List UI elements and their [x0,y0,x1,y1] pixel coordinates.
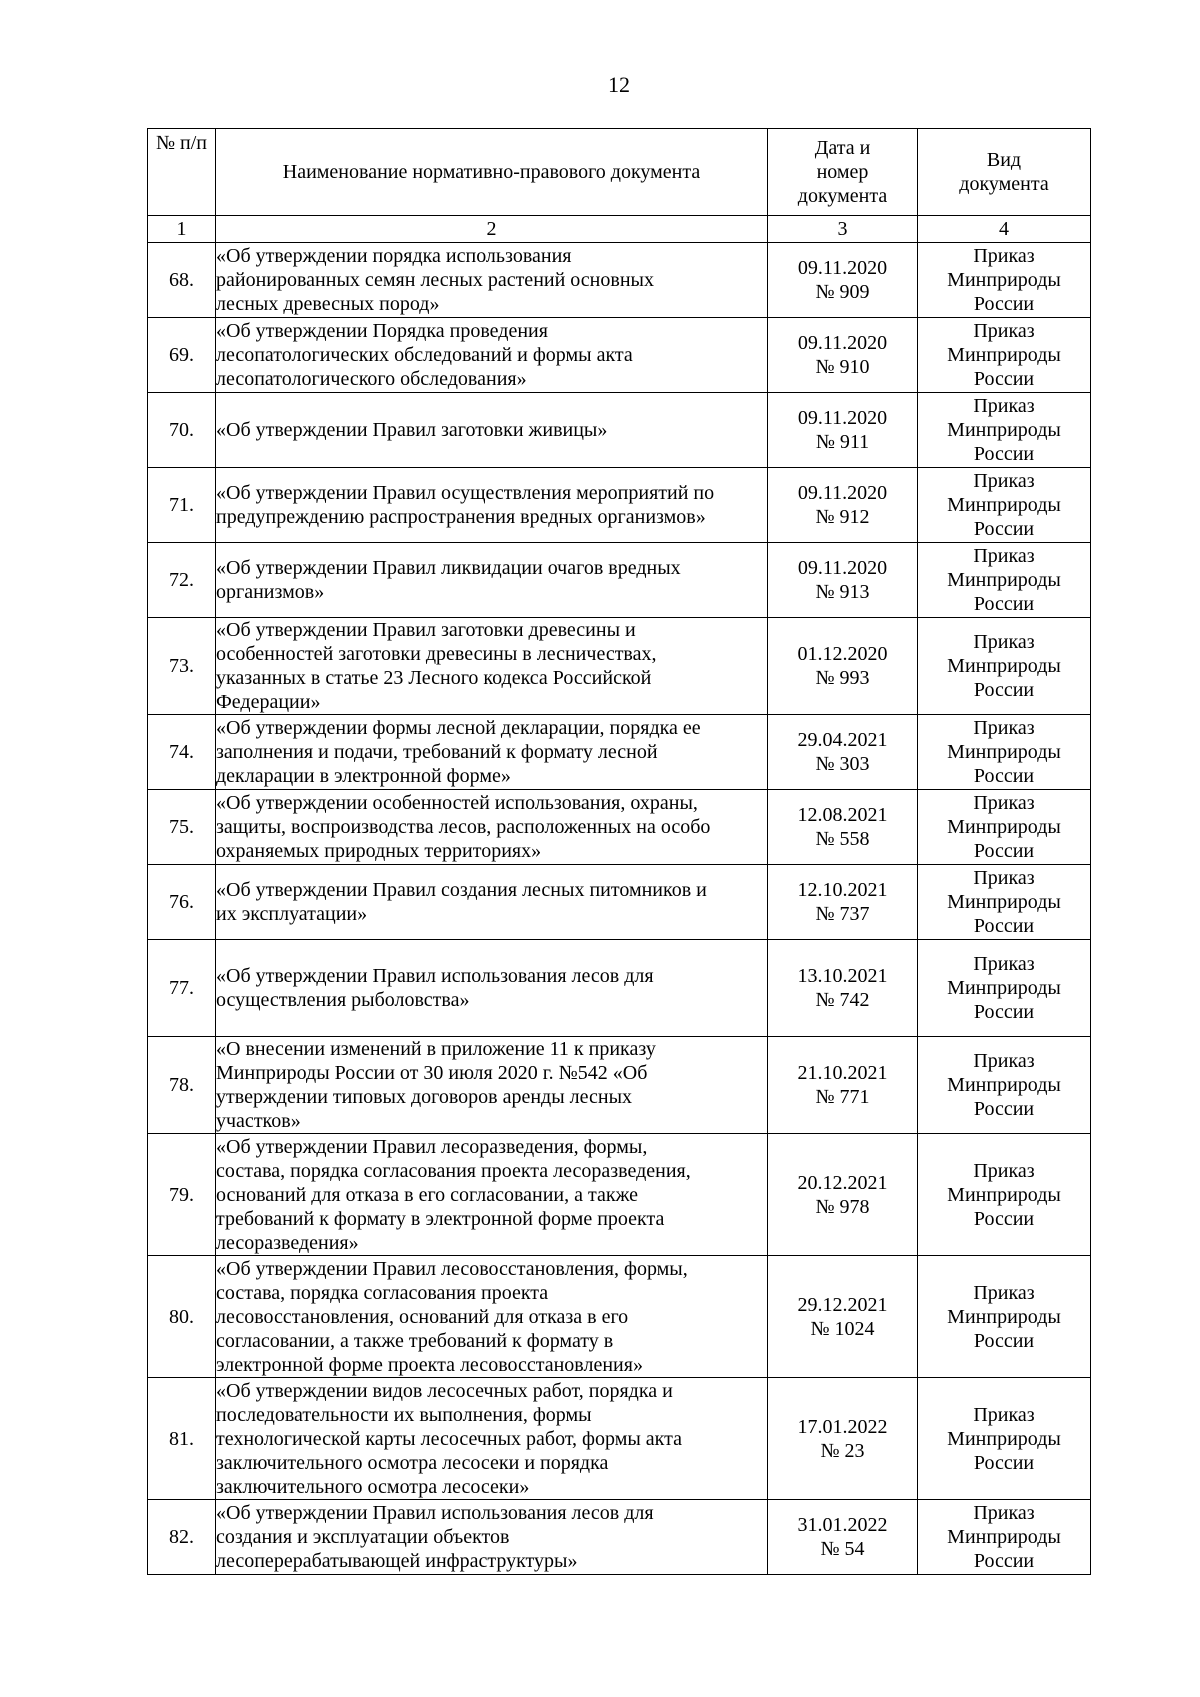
document-number: № 303 [815,753,870,775]
table-row [148,715,1091,790]
document-number: № 54 [820,1538,865,1560]
row-number: 68. [148,243,216,318]
document-name-line: состава, порядка согласования проекта лесоразведения, [216,1159,691,1182]
document-kind-line: Приказ [973,1502,1035,1524]
row-number: 79. [148,1134,216,1256]
document-kind-line: Приказ [973,1050,1035,1072]
document-kind [918,468,1091,543]
table-row [148,318,1091,393]
document-name-line: утверждении типовых договоров аренды лесных [216,1086,633,1108]
document-kind-line: Приказ [973,545,1035,567]
document-name-line: декларации в электронной форме» [216,765,511,787]
document-kind-line: Минприроды [947,494,1061,516]
document-name-line: оснований для отказа в его согласовании, а также [216,1183,639,1206]
document-date: 09.11.2020 [797,482,888,504]
document-date: 13.10.2021 [797,965,888,987]
document-number: № 993 [815,667,870,689]
document-name [216,318,768,393]
document-name-line: «Об утверждении формы лесной декларации, порядка ее [216,717,701,739]
document-name-line: «Об утверждении порядка использования [216,245,572,267]
document-kind-line: России [973,915,1035,937]
document-kind-line: Приказ [973,792,1035,814]
row-number: 71. [148,468,216,543]
table-row [148,865,1091,940]
document-number: № 910 [815,356,870,378]
table-row [148,940,1091,1037]
document-name-line: электронной форме проекта лесовосстановления» [216,1353,643,1376]
row-number: 73. [148,618,216,715]
document-date-number [768,1256,918,1378]
document-date-number [768,1037,918,1134]
document-kind-line: Минприроды [947,655,1061,677]
document-date: 09.11.2020 [797,332,888,354]
document-name [216,1256,768,1378]
document-kind-line: Минприроды [947,569,1061,591]
document-kind-line: России [973,443,1035,465]
document-kind-line: Приказ [973,1159,1035,1182]
document-name-line: технологической карты лесосечных работ, формы акта [216,1427,682,1450]
document-name-line: «Об утверждении Правил лесовосстановления, формы, [216,1257,688,1280]
document-date-number [768,543,918,618]
table-row [148,618,1091,715]
row-number: 72. [148,543,216,618]
document-name-line: Минприроды России от 30 июля 2020 г. №542 «Об [216,1062,648,1084]
page-number: 12 [608,72,630,97]
document-name-line: «Об утверждении Правил ликвидации очагов вредных [216,557,681,579]
document-name-line: лесоперерабатывающей инфраструктуры» [216,1550,578,1572]
document-name-line: лесных древесных пород» [216,293,440,315]
document-kind [918,715,1091,790]
document-kind-line: России [973,1329,1035,1352]
document-name-line: охраняемых природных территориях» [216,840,542,862]
document-kind [918,1037,1091,1134]
row-number: 80. [148,1256,216,1378]
document-number: № 737 [815,903,870,925]
table-row [148,1378,1091,1500]
document-date-number [768,1378,918,1500]
document-kind-line: России [973,840,1035,862]
document-kind [918,940,1091,1037]
document-name-line: последовательности их выполнения, формы [216,1403,592,1426]
document-date-number [768,468,918,543]
document-name-line: «Об утверждении Правил осуществления мероприятий по [216,482,715,504]
document-kind-line: Приказ [973,395,1035,417]
document-name [216,1037,768,1134]
row-number: 78. [148,1037,216,1134]
document-kind-line: России [973,1550,1035,1572]
document-kind-line: Минприроды [947,1183,1061,1206]
table-header-row [148,129,1091,216]
document-kind [918,1500,1091,1575]
document-date: 12.08.2021 [797,804,888,826]
header-date-line: номер [816,161,869,183]
document-kind [918,318,1091,393]
document-kind-line: Приказ [973,1403,1035,1426]
document-date: 20.12.2021 [797,1171,888,1194]
document-date-number [768,1134,918,1256]
header-kind-line: Вид [986,149,1022,171]
header-date-line: документа [797,185,888,207]
document-kind-line: Минприроды [947,1427,1061,1450]
document-kind [918,393,1091,468]
document-kind [918,865,1091,940]
document-number: № 771 [815,1086,870,1108]
document-kind [918,1134,1091,1256]
table-row [148,243,1091,318]
document-number: № 1024 [810,1317,875,1340]
document-kind-line: России [973,1098,1035,1120]
document-kind-line: России [973,765,1035,787]
column-number: 1 [148,216,216,243]
table-row [148,543,1091,618]
document-kind-line: Минприроды [947,1074,1061,1096]
document-name-line: «Об утверждении Правил заготовки древесины и [216,619,636,641]
document-name-line: районированных семян лесных растений основных [216,269,654,291]
document-kind-line: России [973,1001,1035,1023]
document-name-line: требований к формату в электронной форме проекта [216,1207,665,1230]
document-kind-line: Минприроды [947,741,1061,763]
document-name-line: «Об утверждении Правил заготовки живицы» [216,419,608,441]
document-name-line: организмов» [216,581,325,603]
table-row [148,1256,1091,1378]
document-number: № 558 [815,828,870,850]
document-number: № 978 [815,1195,870,1218]
document-number: № 911 [815,431,870,453]
document-name [216,543,768,618]
document-kind-line: России [973,679,1035,701]
document-date-number [768,618,918,715]
document-kind-line: Приказ [973,631,1035,653]
document-date: 31.01.2022 [797,1514,888,1536]
column-number-row [148,216,1091,243]
document-date-number [768,790,918,865]
document-kind-line: Минприроды [947,344,1061,366]
row-number: 82. [148,1500,216,1575]
document-name-line: «Об утверждении Порядка проведения [216,320,548,342]
document-name-line: «Об утверждении Правил использования лесов для [216,965,654,987]
document-number: № 23 [820,1439,865,1462]
document-kind-line: Минприроды [947,1305,1061,1328]
document-kind-line: Минприроды [947,891,1061,913]
row-number: 75. [148,790,216,865]
document-name-line: «Об утверждении Правил использования лесов для [216,1502,654,1524]
document-name [216,865,768,940]
table-row [148,468,1091,543]
document-date: 29.04.2021 [797,729,888,751]
document-kind-line: Приказ [973,320,1035,342]
document-kind-line: Минприроды [947,269,1061,291]
document-kind [918,618,1091,715]
document-kind [918,543,1091,618]
document-kind-line: Приказ [973,245,1035,267]
document-number: № 909 [815,281,870,303]
row-number: 69. [148,318,216,393]
document-name-line: заключительного осмотра лесосеки» [216,1475,530,1498]
table-row [148,1500,1091,1575]
document-date-number [768,318,918,393]
header-kind-line: документа [959,173,1049,195]
document-date-number [768,940,918,1037]
document-kind-line: Приказ [973,867,1035,889]
document-kind-line: Приказ [973,953,1035,975]
header-name: Наименование нормативно-правового документа [216,129,768,216]
document-name-line: лесопатологических обследований и формы акта [216,344,633,366]
header-date-line: Дата и [814,137,871,159]
header-date [768,129,918,216]
document-kind-line: Приказ [973,1281,1035,1304]
document-name [216,243,768,318]
document-name-line: «Об утверждении Правил создания лесных питомников и [216,879,707,901]
document-name-line: участков» [216,1110,301,1132]
document-kind-line: Минприроды [947,1526,1061,1548]
table-row [148,790,1091,865]
document-name-line: Федерации» [216,691,321,713]
table-row [148,1134,1091,1256]
document-name-line: согласовании, а также требований к формату в [216,1329,614,1352]
document-name-line: осуществления рыболовства» [216,989,470,1011]
document-kind [918,790,1091,865]
document-kind [918,1256,1091,1378]
document-date: 09.11.2020 [797,407,888,429]
document-kind-line: России [973,1451,1035,1474]
document-number: № 912 [815,506,870,528]
row-number: 76. [148,865,216,940]
document-name [216,393,768,468]
document-name-line: предупреждению распространения вредных организмов» [216,506,706,528]
header-kind [918,129,1091,216]
document-name-line: лесопатологического обследования» [216,368,527,390]
document-kind [918,243,1091,318]
document-date-number [768,1500,918,1575]
document-name [216,940,768,1037]
column-number: 3 [768,216,918,243]
document-name-line: «Об утверждении особенностей использования, охраны, [216,792,698,814]
document-kind-line: России [973,368,1035,390]
document-name-line: лесоразведения» [216,1231,359,1254]
document-number: № 742 [815,989,870,1011]
row-number: 81. [148,1378,216,1500]
document-kind-line: Минприроды [947,419,1061,441]
column-number: 2 [216,216,768,243]
document-name-line: «Об утверждении Правил лесоразведения, формы, [216,1135,648,1158]
document-date: 12.10.2021 [797,879,888,901]
document-kind-line: Приказ [973,717,1035,739]
document-name [216,1378,768,1500]
document-name [216,468,768,543]
document-kind-line: Минприроды [947,816,1061,838]
document-name [216,1500,768,1575]
document-date: 09.11.2020 [797,257,888,279]
document-name [216,1134,768,1256]
document-kind-line: Минприроды [947,977,1061,999]
document-name-line: «Об утверждении видов лесосечных работ, порядка и [216,1379,673,1402]
header-num: № п/п [148,129,216,216]
table-row [148,393,1091,468]
document-date: 09.11.2020 [797,557,888,579]
document-name-line: лесовосстановления, оснований для отказа в его [216,1305,629,1328]
document-name-line: защиты, воспроизводства лесов, расположенных на особо [216,816,711,838]
document-name-line: «О внесении изменений в приложение 11 к приказу [216,1038,656,1060]
document-kind-line: России [973,593,1035,615]
row-number: 74. [148,715,216,790]
document-name [216,618,768,715]
document-date-number [768,243,918,318]
table-row [148,1037,1091,1134]
document-name-line: заполнения и подачи, требований к формату лесной [216,741,658,763]
document-name [216,790,768,865]
document-name-line: указанных в статье 23 Лесного кодекса Российской [216,667,652,689]
document-name [216,715,768,790]
document-number: № 913 [815,581,870,603]
document-name-line: создания и эксплуатации объектов [216,1526,510,1548]
document-kind-line: России [973,518,1035,540]
row-number: 77. [148,940,216,1037]
document-date-number [768,393,918,468]
document-date-number [768,715,918,790]
document-date: 21.10.2021 [797,1062,888,1084]
document-date: 17.01.2022 [797,1415,888,1438]
column-number: 4 [918,216,1091,243]
document-kind-line: России [973,1207,1035,1230]
document-kind-line: России [973,293,1035,315]
document-name-line: состава, порядка согласования проекта [216,1281,549,1304]
document-date: 29.12.2021 [797,1293,888,1316]
documents-table [147,128,1091,1575]
document-name-line: заключительного осмотра лесосеки и порядка [216,1451,609,1474]
document-kind-line: Приказ [973,470,1035,492]
document-date: 01.12.2020 [797,643,888,665]
document-name-line: их эксплуатации» [216,903,368,925]
document-date-number [768,865,918,940]
row-number: 70. [148,393,216,468]
document-name-line: особенностей заготовки древесины в лесничествах, [216,643,657,665]
document-kind [918,1378,1091,1500]
